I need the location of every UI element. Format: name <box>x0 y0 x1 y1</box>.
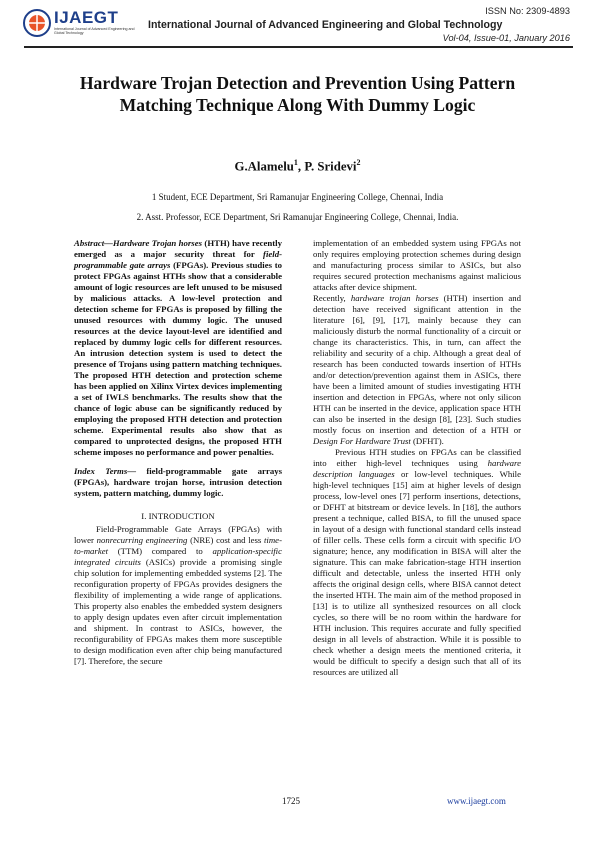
abstract-term-fpga: field-programmable gate arrays <box>74 249 282 270</box>
journal-logo-subtext: International Journal of Advanced Engineering and Global Technology <box>54 27 135 35</box>
paper-title: Hardware Trojan Detection and Prevention Using Pattern Matching Technique Along With Dummy Logic <box>79 73 516 115</box>
affiliation-2: 2. Asst. Professor, ECE Department, Sri Ramanujar Engineering College, Chennai, India. <box>136 212 459 222</box>
journal-logo-icon <box>22 8 52 38</box>
abstract-term-hth: Hardware Trojan horses <box>112 238 203 248</box>
p2-term-hth: hardware trojan horses <box>350 293 439 303</box>
index-terms-paragraph <box>74 466 282 499</box>
paper-authors <box>0 158 595 174</box>
journal-name: International Journal of Advanced Engineering and Global Technology <box>148 19 503 31</box>
author-separator: , <box>297 159 305 174</box>
journal-website-link[interactable]: www.ijaegt.com <box>447 796 506 806</box>
author-1: G.Alamelu <box>234 159 294 174</box>
p3-text-a: Previous HTH studies on FPGAs can be classified into either high-level techniques using <box>313 447 521 468</box>
journal-logo-text: IJAEGT <box>54 8 119 27</box>
journal-header <box>0 0 595 52</box>
intro-paragraph <box>74 524 282 667</box>
right-paragraph-1: implementation of an embedded system using FPGAs not only requires employing protection schemes during design and manufacturing process similar to ASICs, but also requires secured protection mechanisms against malicious attacks after device shipment. <box>313 238 521 292</box>
intro-text-d: (ASICs) provide a promising single chip solution for implementing embedded systems [2]. The reconfiguration property of FPGAs provides designers the flexibility of implementing a wide range of applications. This property also enables the embedded system designers to apply design updates even after circuit implementation and shipment. In contrast to ASICs, however, the reconfigurability of FPGAs makes them more susceptible to design modification even after chip being manufactured [7]. Therefore, the secure <box>74 557 283 666</box>
right-paragraph-2 <box>313 293 521 447</box>
intro-text-c: (TTM) compared to <box>108 546 213 556</box>
issn-label: ISSN No: 2309-4893 <box>485 6 570 16</box>
abstract-text-a: (HTH) have recently emerged as a major security threat for <box>74 238 282 259</box>
abstract-paragraph <box>74 238 282 458</box>
index-terms-text: — field-programmable gate arrays (FPGAs), hardware trojan horse, intrusion detection system, pattern matching, dummy logic. <box>74 466 282 498</box>
journal-logo <box>22 8 142 38</box>
author-1-sup: 1 <box>293 158 298 167</box>
section-heading-introduction: I. INTRODUCTION <box>141 511 215 521</box>
left-column <box>74 238 282 667</box>
intro-term-ttm: time-to-market <box>74 535 282 556</box>
volume-issue: Vol-04, Issue-01, January 2016 <box>442 33 570 43</box>
page-number: 1725 <box>282 796 300 806</box>
header-rule <box>24 46 573 48</box>
p2-text-b: (HTH) insertion and detection have received significant attention in the literature [6], [9], [17], mainly because they can maliciously disturb the normal functionality of a circuit or change its characteristics. This, in turn, can affect the reliability and security of a chip. Although a great deal of research has been conducted towards insertion of HTHs and/or detection/prevention against them in ASICs, there have been a limited amount of studies investigating HTH insertion and detection in FPGAs, where not only silicon HTH can be inserted in the device, application space HTH can also be inserted in the design [8], [23]. Such studies mostly focus on insertion and detection of a HTH or <box>313 293 521 435</box>
intro-term-asic: application-specific integrated circuits <box>74 546 282 567</box>
p3-term-hdl: hardware description languages <box>313 458 521 479</box>
author-2: P. Sridevi <box>304 159 357 174</box>
p3-text-b: or low-level techniques. While high-level techniques [15] aim at higher levels of design process, low-level ones [7] perform insertions, detections, or DFHT at bitstream or device levels. In [18], the authors present a technique, called BISA, to fill the unused space in layout of a design with functional standard cells instead of filler cells. These cells form a circuit with specific I/O signature; hence, any modification in BISA will alter the signature. This can make fabrication-stage HTH insertion difficult and detectable, unless the inserted HTH only affects the original design cells, where BISA cannot detect the inserted HTH. The main aim of the method proposed in [13] is to utilize all synthesized resources on all clock cycles, so there will be no room within the hardware for HTH inclusion. This requires accurate and fully specified design in all levels of abstraction. While it is possible to check whether a design meets the mentioned criteria, it would be difficult to specify a design such that all of its resources are utilized all <box>313 469 521 677</box>
intro-text-a: Field-Programmable Gate Arrays (FPGAs) with lower <box>74 524 282 545</box>
right-column <box>313 238 521 678</box>
abstract-label: Abstract— <box>74 238 113 248</box>
affiliation-1: 1 Student, ECE Department, Sri Ramanujar Engineering College, Chennai, India <box>151 192 444 202</box>
right-paragraph-3 <box>313 447 521 678</box>
p2-term-dfht: Design For Hardware Trust <box>313 436 411 446</box>
index-terms-label: Index Terms <box>74 466 128 476</box>
abstract-text-b: (FPGAs). Previous studies to protect FPGAs against HTHs show that a considerable amount of logic resources are left unused to be misused by malicious attacks. A low-level protection and detection scheme for FPGAs is proposed by filling the unused resources with dummy logic. The unused resources at the device layout-level are identified and replaced by dummy logic cells for different resources. An intrusion detection system is used to detect the presence of Trojans using pattern matching techniques. The proposed HTH detection and protection scheme has been applied on Xilinx Virtex devices implementing a set of IWLS benchmarks. The results show that the chance of logic abuse can be significantly reduced by employing the proposed HTH detection and protection scheme. Experimental results also show that as compared to unprotected designs, the proposed HTH scheme imposes no performance and power penalties. <box>74 260 283 457</box>
author-2-sup: 2 <box>356 158 361 167</box>
p2-text-a: Recently, <box>313 293 351 303</box>
intro-term-nre: nonrecurring engineering <box>96 535 188 545</box>
p2-text-c: (DFHT). <box>410 436 444 446</box>
intro-text-b: (NRE) cost and less <box>187 535 264 545</box>
